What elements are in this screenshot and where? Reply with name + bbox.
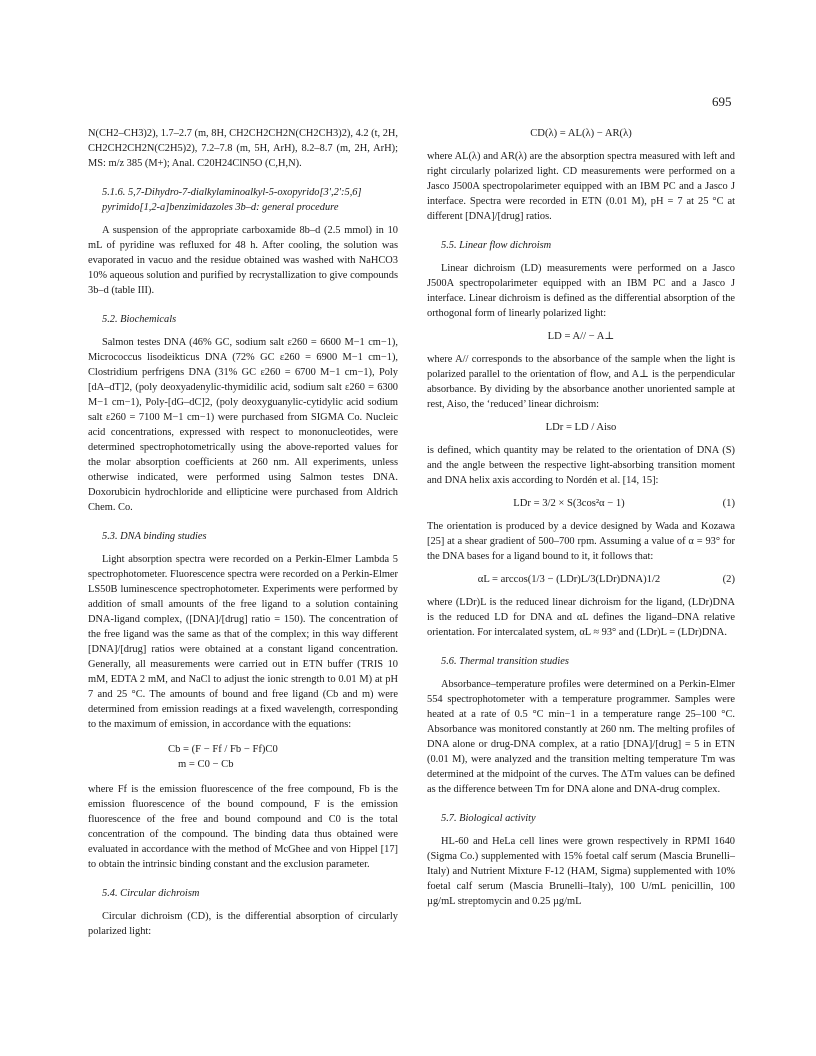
paragraph-biological-activity: HL-60 and HeLa cell lines were grown respectively in RPMI 1640 (Sigma Co.) supplemented with 15% foetal calf serum (Mascia Brunelli–Italy) and Nutrient Mixture F-12 (HAM, Sigma) supplemented with 10% foetal calf serum (Mascia Brunelli–Italy), 100 U/mL penicillin, 100 µg/mL streptomycin and 0.25 µg/mL <box>427 836 735 907</box>
paragraph-ld-ligand: where (LDr)L is the reduced linear dichroism for the ligand, (LDr)DNA is the reduced LD for DNA and αL defines the ligand–DNA relative orientation. For intercalated system, αL ≈ 93° and (LDr)L = (LDr)DNA. <box>427 597 735 638</box>
heading-5-2: 5.2. Biochemicals <box>102 314 177 325</box>
equation-ld: LD = A// − A⊥ <box>547 331 615 342</box>
heading-5-6: 5.6. Thermal transition studies <box>441 656 569 667</box>
equation-1-number: (1) <box>722 498 735 509</box>
heading-5-1-6: 5.1.6. 5,7-Dihydro-7-dialkylaminoalkyl-5-oxopyrido[3′,2′:5,6] pyrimido[1,2-a]benzimidazoles 3b–d: general procedure <box>102 187 362 213</box>
heading-5-4: 5.4. Circular dichroism <box>102 888 200 899</box>
paragraph-ld-definition: where A// corresponds to the absorbance of the sample when the light is polarized parallel to the orientation of flow, and A⊥ is the perpendicular absorbance. By dividing by the absorbance another unoriented sample at rest, Aiso, the ‘reduced’ linear dichroism: <box>427 354 735 410</box>
equation-1-row <box>427 496 735 511</box>
paragraph-binding-definitions: where Ff is the emission fluorescence of the free compound, Fb is the emission fluorescence of the bound compound, F is the emission fluorescence of the free and bound compound and C0 is the total concentration of the compound. The binding data thus obtained were evaluated in accordance with the method of McGhee and von Hippel [17] to obtain the intrinsic binding constant and the exclusion parameter. <box>88 784 398 870</box>
paragraph-nmr-data: N(CH2–CH3)2), 1.7–2.7 (m, 8H, CH2CH2CH2N(CH2CH3)2), 4.2 (t, 2H, CH2CH2CH2N(C2H5)2), 7.2–7.8 (m, 5H, ArH), 8.2–8.7 (m, 2H, ArH); MS: m/z 385 (M+); Anal. C20H24ClN5O (C,H,N). <box>88 128 398 169</box>
equation-2-row <box>427 572 735 587</box>
paragraph-ldr-orientation: is defined, which quantity may be related to the orientation of DNA (S) and the angle between the respective light-absorbing transition moment and DNA helix axis according to Nordén et al. [14, 15]: <box>427 445 735 486</box>
equation-cd: CD(λ) = AL(λ) − AR(λ) <box>530 128 632 139</box>
paragraph-circular-dichroism: Circular dichroism (CD), is the differential absorption of circularly polarized light: <box>88 911 398 937</box>
heading-5-7: 5.7. Biological activity <box>441 813 536 824</box>
heading-5-3: 5.3. DNA binding studies <box>102 531 207 542</box>
equation-2: αL = arccos(1/3 − (LDr)L/3(LDr)DNA)1/2 <box>477 574 661 585</box>
paragraph-orientation-device: The orientation is produced by a device designed by Wada and Kozawa [25] at a shear gradient of 500–700 rpm. Assuming a value of α = 93° for the DNA bases for a ligand bound to it, it follows that: <box>427 521 735 562</box>
equation-cb: Cb = (F − Ff / Fb − Ff)C0 <box>168 744 278 755</box>
equation-ldr: LDr = LD / Aiso <box>545 422 617 433</box>
paragraph-thermal-transition: Absorbance–temperature profiles were determined on a Perkin-Elmer 554 spectrophotometer with a temperature programmer. Samples were heated at a rate of 0.5 °C min−1 in a temperature range 25–100 °C. Absorbance was monitored constantly at 260 nm. The melting profiles of DNA alone or drug-DNA complex, at a ratio [DNA]/[drug] = 5 in ETN (0.01 M), were analyzed and the transition melting temperature Tm was determined at the midpoint of the curves. The ΔTm values can be defined as the difference between Tm for DNA alone and DNA-drug complex. <box>427 679 735 795</box>
paragraph-linear-dichroism: Linear dichroism (LD) measurements were performed on a Jasco J500A spectropolarimeter equipped with an IBM PC and a Jasco J interface. Linear dichroism is defined as the differential absorption of the orthogonal form of linearly polarized light: <box>427 263 735 319</box>
paragraph-cd-measurements: where AL(λ) and AR(λ) are the absorption spectra measured with left and right circularly polarized light. CD measurements were performed on a Jasco J500A spectropolarimeter equipped with an IBM PC and a Jasco J interface. Spectra were recorded in ETN (0.01 M), pH = 7 at 25 °C at different [DNA]/[drug] ratios. <box>427 151 735 222</box>
equation-m: m = C0 − Cb <box>178 759 234 770</box>
paragraph-dna-binding: Light absorption spectra were recorded on a Perkin-Elmer Lambda 5 spectrophotometer. Fluorescence spectra were recorded on a Perkin-Elmer LS50B luminescence spectrophotometer. Experiments were performed by addition of small amounts of the free ligand to a solution containing DNA-ligand complex, ([DNA]/[drug] ratio = 150). The concentration of the free ligand was the same as that of the complex; in this way different [DNA]/[drug] ratios were obtained at a constant ligand concentration. Generally, all measurements were carried out in ETN buffer (TRIS 10 mM, EDTA 2 mM, and NaCl to adjust the ionic strength to 0.01 M) at pH 7 and 25 °C. The amounts of bound and free ligand (Cb and m) were determined from emission readings at a fixed wavelength, corresponding to the maximum of emission, in accordance with the equations: <box>88 554 398 730</box>
equation-2-number: (2) <box>722 574 735 585</box>
right-column <box>427 126 735 909</box>
heading-5-5: 5.5. Linear flow dichroism <box>441 240 552 251</box>
paragraph-biochemicals: Salmon testes DNA (46% GC, sodium salt ε260 = 6600 M−1 cm−1), Micrococcus lisodeikticus DNA (72% GC ε260 = 6900 M−1 cm−1), Clostridium perfrigens DNA (31% GC ε260 = 6700 M−1 cm−1), Poly [dA–dT]2, (poly deoxyadenylic-thymidilic acid, sodium salt ε260 = 6300 M−1 cm−1), Poly-[dG–dC]2, (poly deoxyguanylic-cytidylic acid sodium salt ε260 = 7100 M−1 cm−1) were purchased from SIGMA Co. Nucleic acid concentrations, expressed with respect to mononucleotides, were determined spectrophotometrically using the above-reported values for the molar absorption coefficients at 260 nm. All experiments, unless otherwise indicated, were performed using Salmon testes DNA. Doxorubicin hydrochloride and ellipticine were purchased from Aldrich Chem. Co. <box>88 337 398 513</box>
paragraph-5-1-6: A suspension of the appropriate carboxamide 8b–d (2.5 mmol) in 10 mL of pyridine was refluxed for 48 h. After cooling, the solution was evaporated in vacuo and the residue obtained was washed with NaHCO3 10% aqueous solution and purified by recrystallization to give compounds 3b–d (table III). <box>88 225 398 296</box>
left-column <box>88 126 398 939</box>
binding-equations <box>168 742 398 772</box>
equation-1: LDr = 3/2 × S(3cos²α − 1) <box>513 498 625 509</box>
page-number: 695 <box>712 94 732 109</box>
